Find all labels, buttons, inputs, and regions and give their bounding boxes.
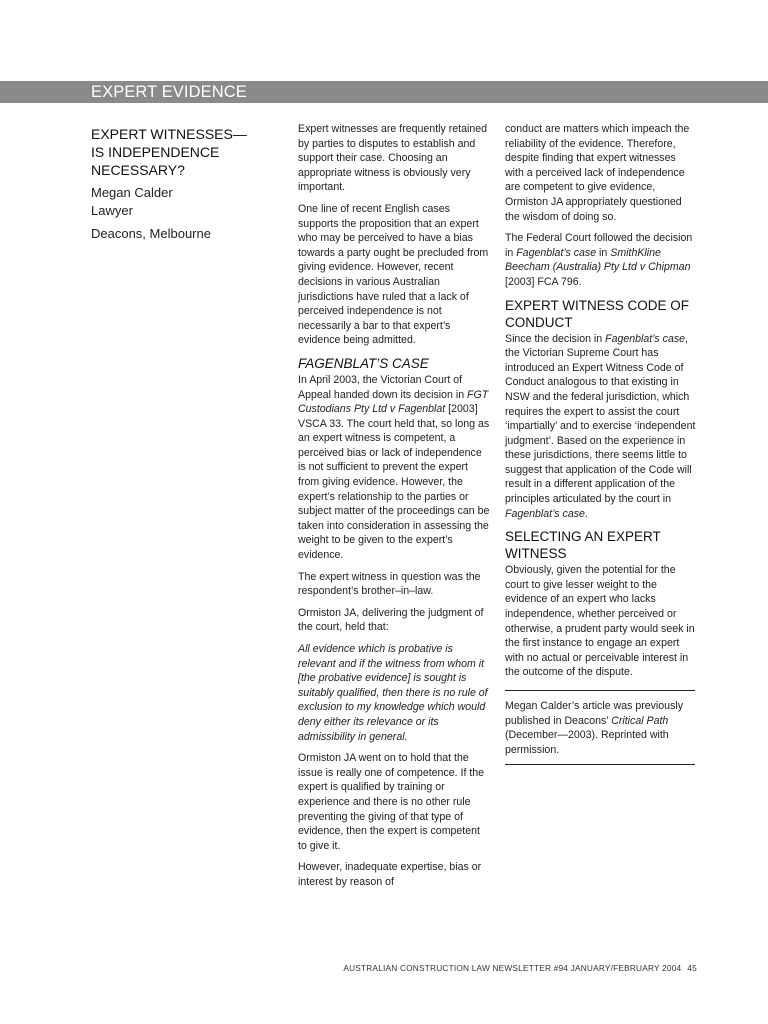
- publication-title: Critical Path: [611, 714, 669, 727]
- case-citation: Fagenblat’s case: [605, 332, 686, 345]
- article-title-line: NECESSARY?: [91, 162, 185, 178]
- section-title: EXPERT EVIDENCE: [91, 83, 247, 101]
- text-run: in: [596, 246, 611, 259]
- section-heading-selecting: SELECTING AN EXPERT WITNESS: [505, 529, 661, 562]
- text-run: The Federal Court followed the decision in: [505, 232, 693, 259]
- text-run: [2003] FCA 796.: [505, 275, 582, 288]
- text-run: Megan Calder’s article was previously published in Deacons’: [505, 700, 684, 727]
- publication-note: [505, 699, 697, 757]
- article-title-line: IS INDEPENDENCE: [91, 144, 220, 160]
- text-run: [2003] VSCA 33. The court held that, so long as an expert witness is competent, a perceived bias or lack of independence is not sufficient to prevent the expert from giving evidence. However, the expert’s relationship to the parties or subject matter of the proceedings can be taken into consideration in assessing the weight to be given to the expert’s evidence.: [298, 403, 490, 562]
- divider: [505, 690, 695, 691]
- text-run: , the Victorian Supreme Court has introduced an Expert Witness Code of Conduct analogous to that existing in NSW and the federal jurisdiction, which requires the expert to assist the court ‘impartially’ and to exercise ‘independent judgment’. Based on the experience in these jurisdictions, there seems little to suggest that application of the Code will result in a different application of the principles articulated by the court in: [505, 332, 696, 506]
- case-citation: Fagenblat’s case: [516, 246, 597, 259]
- text-run: .: [584, 507, 588, 520]
- text-run: In April 2003, the Victorian Court of Appeal handed down its decision in: [298, 373, 468, 401]
- body-paragraph: [505, 332, 697, 522]
- body-paragraph: The expert witness in question was the respondent’s brother–in–law.: [298, 570, 481, 598]
- column-1: [91, 122, 266, 243]
- body-paragraph: Ormiston JA, delivering the judgment of the court, held that:: [298, 606, 484, 634]
- section-heading-code-of-conduct: EXPERT WITNESS CODE OF CONDUCT: [505, 297, 690, 330]
- text-run: Since the decision in: [505, 332, 606, 345]
- case-citation: FGT Custodians Pty Ltd v Fagenblat: [298, 388, 489, 416]
- text-run: (December—2003). Reprinted with permission.: [505, 729, 669, 756]
- block-quote: All evidence which is probative is relevant and if the witness from whom it [the probative evidence] is sought is suitably qualified, then there is no rule of exclusion to my knowledge which would deny either its relevance or its admissibility in general.: [298, 643, 488, 743]
- body-paragraph: conduct are matters which impeach the reliability of the evidence. Therefore, despite finding that expert witnesses with a perceived lack of independence are competent to give evidence, Ormiston JA appropriately questioned the wisdom of doing so.: [505, 123, 690, 223]
- body-paragraph: However, inadequate expertise, bias or interest by reason of: [298, 861, 482, 888]
- section-banner: [0, 81, 768, 103]
- body-paragraph: [505, 231, 697, 289]
- section-heading-fagenblat: FAGENBLAT’S CASE: [298, 355, 429, 371]
- article-title-line: EXPERT WITNESSES—: [91, 126, 247, 142]
- column-3: [505, 122, 697, 765]
- body-paragraph: Expert witnesses are frequently retained by parties to disputes to establish and support their case. Choosing an appropriate witness is obviously very important.: [298, 123, 488, 194]
- page-number: 45: [687, 963, 697, 973]
- case-citation: Fagenblat’s case: [505, 507, 585, 520]
- author-role: Lawyer: [91, 203, 133, 218]
- author-block: [91, 184, 266, 220]
- author-name: Megan Calder: [91, 185, 173, 200]
- divider: [505, 764, 695, 765]
- article-title: [91, 125, 266, 179]
- body-paragraph: Ormiston JA went on to hold that the issue is really one of competence. If the expert is qualified by training or experience and there is no other rule preventing the giving of that type of evidence, then the expert is competent to give it.: [298, 752, 485, 852]
- author-organisation: Deacons, Melbourne: [91, 226, 211, 241]
- page-footer: [343, 963, 697, 973]
- case-citation: SmithKline Beecham (Australia) Pty Ltd v Chipman: [505, 246, 691, 274]
- body-paragraph: One line of recent English cases supports the proposition that an expert who may be perceived to have a bias towards a party ought be precluded from giving evidence. However, recent decisions in various Australian jurisdictions have ruled that a lack of perceived independence is not necessarily a bar to that expert’s evidence being admitted.: [298, 202, 489, 347]
- body-paragraph: Obviously, given the potential for the court to give lesser weight to the evidence of an expert who lacks independence, whether perceived or otherwise, a prudent party would seek in the first instance to engage an expert with no actual or perceivable interest in the outcome of the dispute.: [505, 564, 695, 679]
- publication-name: AUSTRALIAN CONSTRUCTION LAW NEWSLETTER #94 JANUARY/FEBRUARY 2004: [343, 963, 682, 973]
- body-paragraph: [298, 373, 490, 563]
- column-2: [298, 122, 490, 897]
